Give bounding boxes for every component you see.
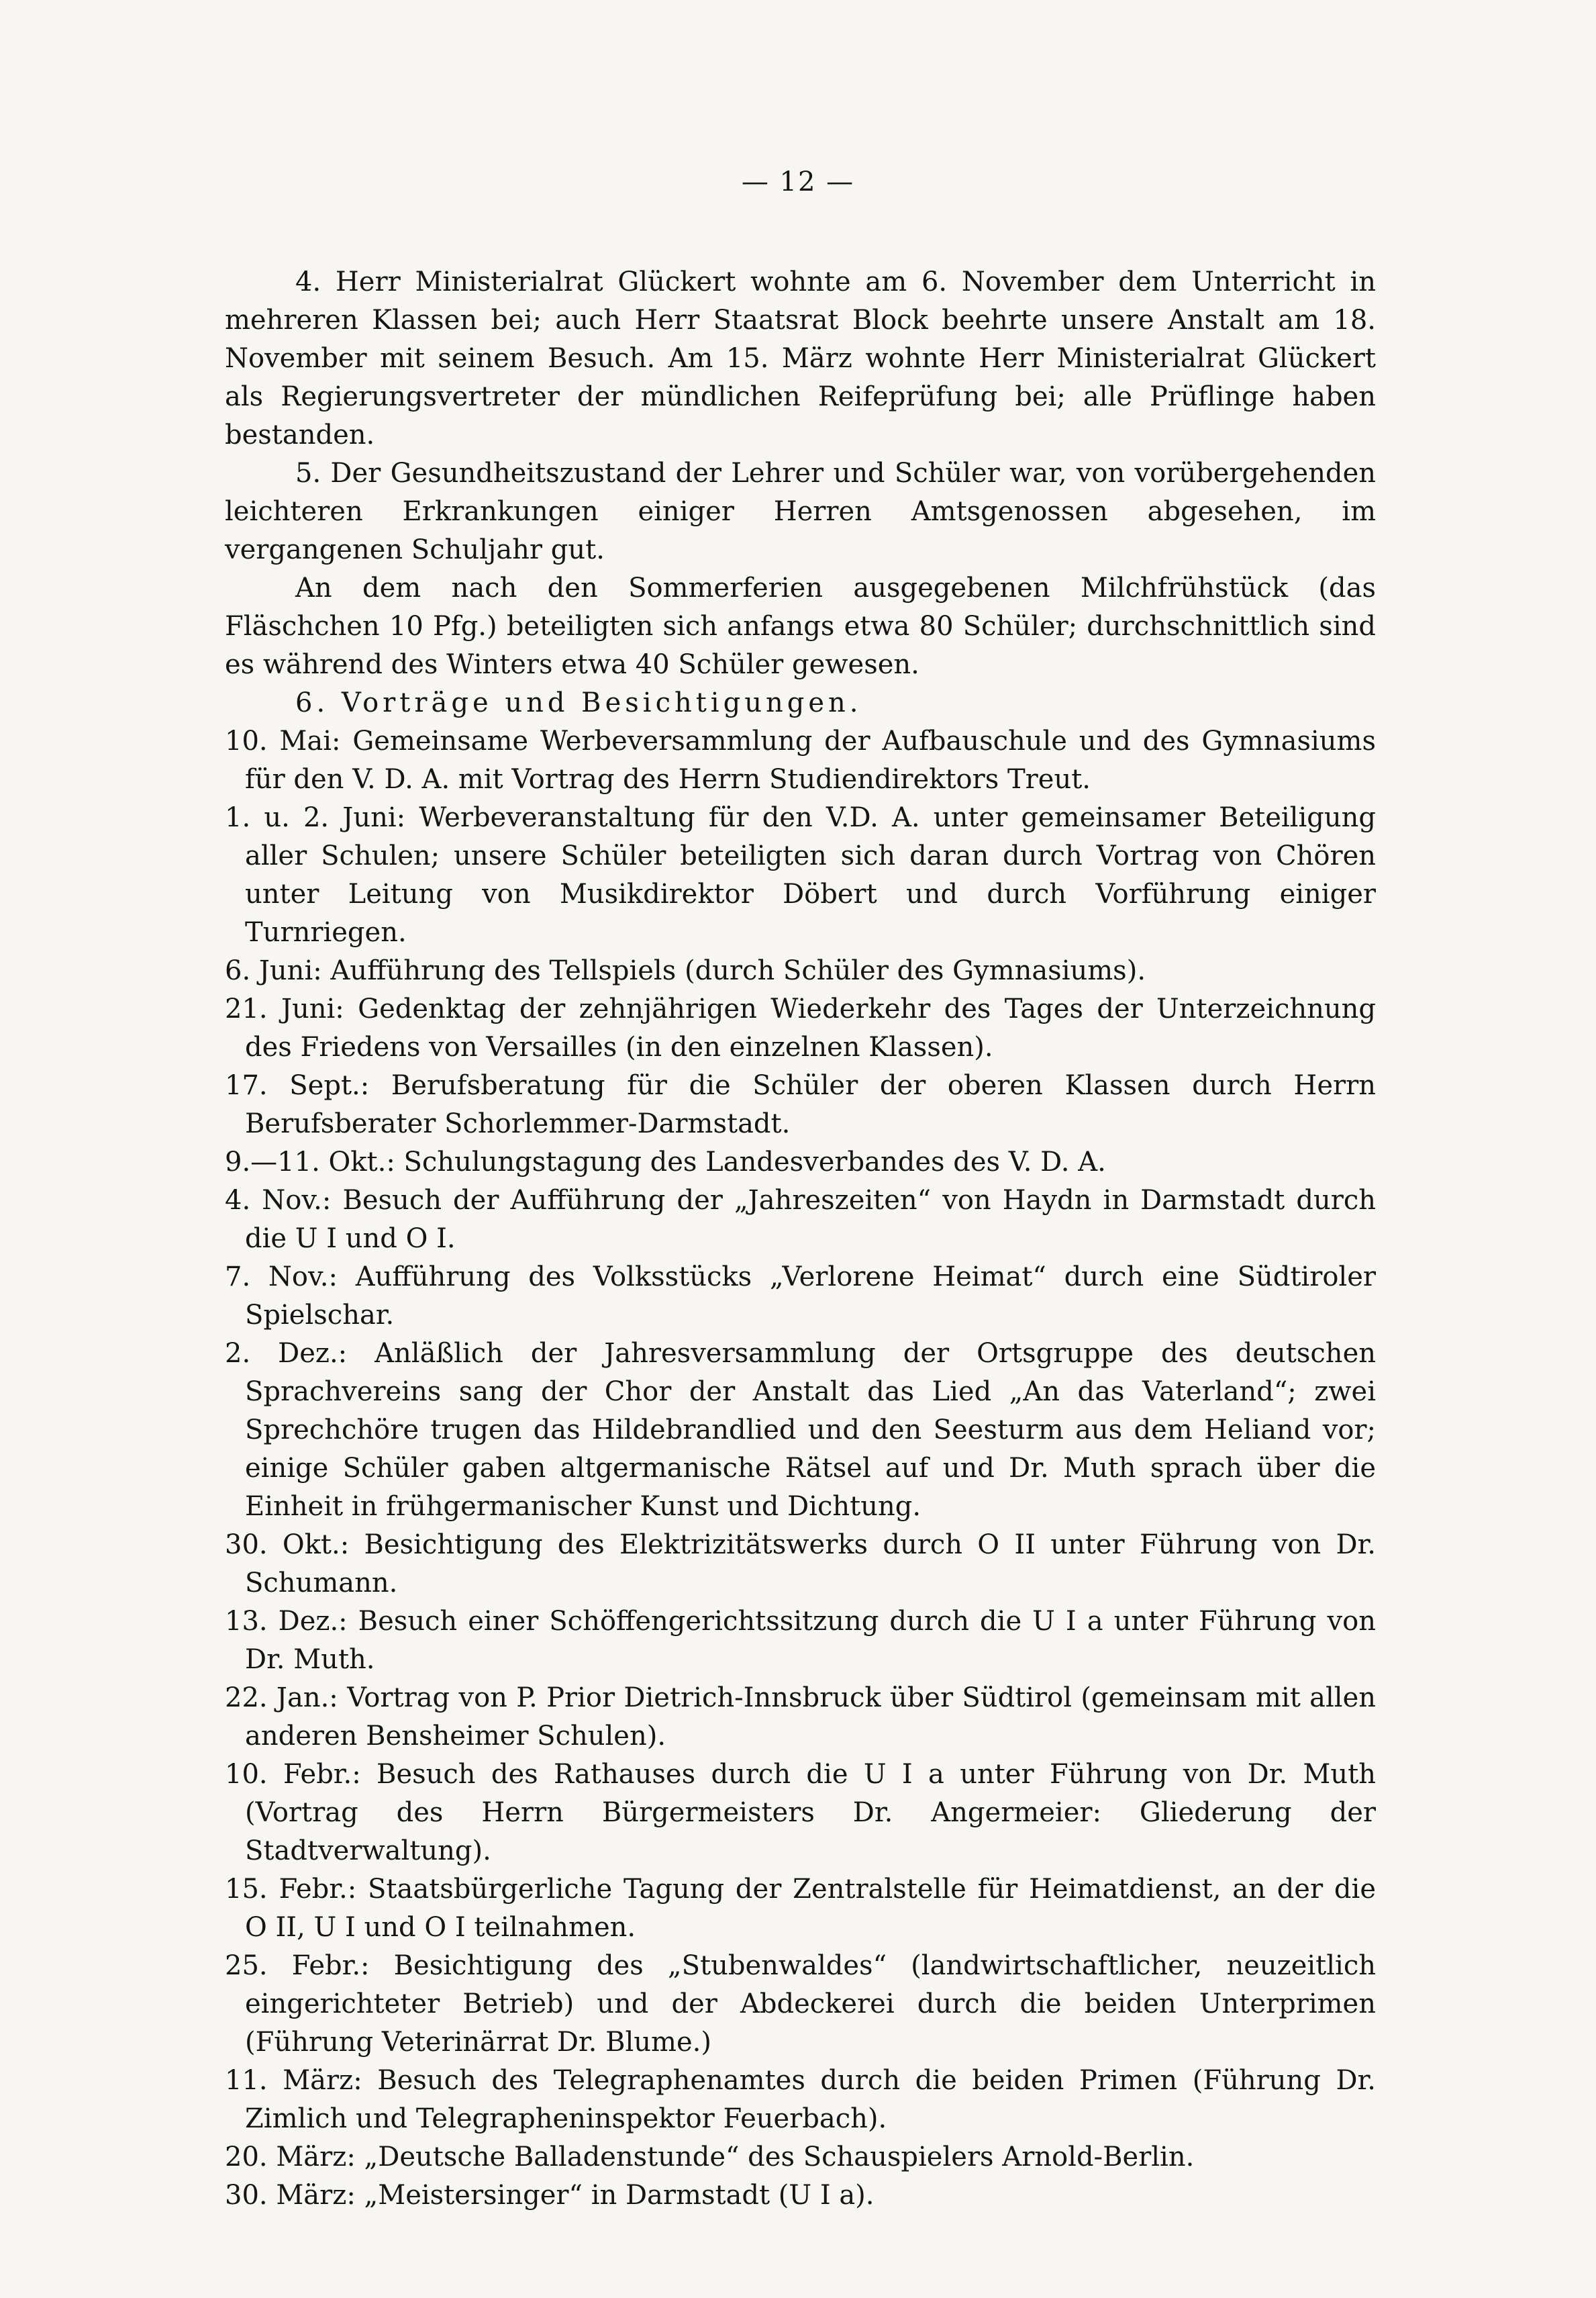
event-entry: 13. Dez.: Besuch einer Schöffengerichtssitzung durch die U I a unter Führung von Dr. Muth. [225,1606,1376,1675]
event-entry: 30. März: „Meistersinger“ in Darmstadt (U I a). [225,2180,875,2211]
event-entry: 15. Febr.: Staatsbürgerliche Tagung der Zentralstelle für Heimatdienst, an der die O II, U I und O I teilnahmen. [225,1874,1376,1943]
event-entry: 9.—11. Okt.: Schulungstagung des Landesverbandes des V. D. A. [225,1147,1106,1178]
paragraph-inspection-visits: 4. Herr Ministerialrat Glückert wohnte am 6. November dem Unterricht in mehreren Klassen bei; auch Herr Staatsrat Block beehrte unsere Anstalt am 18. November mit seinem Besuch. Am 15. März wohnte Herr Ministerialrat Glückert als Regierungsvertreter der mündlichen Reifeprüfung bei; alle Prüflinge haben bestanden. [225,267,1376,450]
event-entry: 1. u. 2. Juni: Werbeveranstaltung für den V.D. A. unter gemeinsamer Beteiligung aller Schulen; unsere Schüler beteiligten sich daran durch Vortrag von Chören unter Leitung von Musikdirektor Döbert und durch Vorführung einiger Turnriegen. [225,802,1376,948]
event-entry: 22. Jan.: Vortrag von P. Prior Dietrich-Innsbruck über Südtirol (gemeinsam mit allen anderen Bensheimer Schulen). [225,1682,1376,1752]
body-text [225,263,1376,2215]
section-heading-lectures: 6. Vorträge und Besichtigungen. [295,687,862,718]
event-entry: 25. Febr.: Besichtigung des „Stubenwaldes“ (landwirtschaftlicher, neuzeitlich eingerichteter Betrieb) und der Abdeckerei durch die beiden Unterprimen (Führung Veterinärrat Dr. Blume.) [225,1950,1376,2058]
event-entry: 10. Febr.: Besuch des Rathauses durch die U I a unter Führung von Dr. Muth (Vortrag des Herrn Bürgermeisters Dr. Angermeier: Gliederung der Stadtverwaltung). [225,1759,1376,1866]
event-entry: 30. Okt.: Besichtigung des Elektrizitätswerks durch O II unter Führung von Dr. Schumann. [225,1529,1376,1598]
event-entry: 6. Juni: Aufführung des Tellspiels (durch Schüler des Gymnasiums). [225,955,1146,986]
event-entry: 2. Dez.: Anläßlich der Jahresversammlung der Ortsgruppe des deutschen Sprachvereins sang der Chor der Anstalt das Lied „An das Vaterland“; zwei Sprechchöre trugen das Hildebrandlied und den Seesturm aus dem Heliand vor; einige Schüler gaben altgermanische Rätsel auf und Dr. Muth sprach über die Einheit in frühgermanischer Kunst und Dichtung. [225,1338,1376,1522]
event-entry: 4. Nov.: Besuch der Aufführung der „Jahreszeiten“ von Haydn in Darmstadt durch die U I und O I. [225,1185,1376,1254]
event-entry: 11. März: Besuch des Telegraphenamtes durch die beiden Primen (Führung Dr. Zimlich und Telegrapheninspektor Feuerbach). [225,2065,1376,2134]
event-entry: 7. Nov.: Aufführung des Volksstücks „Verlorene Heimat“ durch eine Südtiroler Spielschar. [225,1261,1376,1331]
paragraph-milk-breakfast: An dem nach den Sommerferien ausgegebenen Milchfrühstück (das Fläschchen 10 Pfg.) beteiligten sich anfangs etwa 80 Schüler; durchschnittlich sind es während des Winters etwa 40 Schüler gewesen. [225,573,1376,680]
event-entry: 21. Juni: Gedenktag der zehnjährigen Wiederkehr des Tages der Unterzeichnung des Friedens von Versailles (in den einzelnen Klassen). [225,994,1376,1063]
page-number: — 12 — [741,166,855,197]
event-entry: 10. Mai: Gemeinsame Werbeversammlung der Aufbauschule und des Gymnasiums für den V. D. A. mit Vortrag des Herrn Studiendirektors Treut. [225,726,1376,795]
event-entry: 20. März: „Deutsche Balladenstunde“ des Schauspielers Arnold-Berlin. [225,2142,1195,2172]
event-entry: 17. Sept.: Berufsberatung für die Schüler der oberen Klassen durch Herrn Berufsberater Schorlemmer-Darmstadt. [225,1070,1376,1139]
paragraph-health-status: 5. Der Gesundheitszustand der Lehrer und Schüler war, von vorübergehenden leichteren Erkrankungen einiger Herren Amtsgenossen abgesehen, im vergangenen Schuljahr gut. [225,458,1376,565]
